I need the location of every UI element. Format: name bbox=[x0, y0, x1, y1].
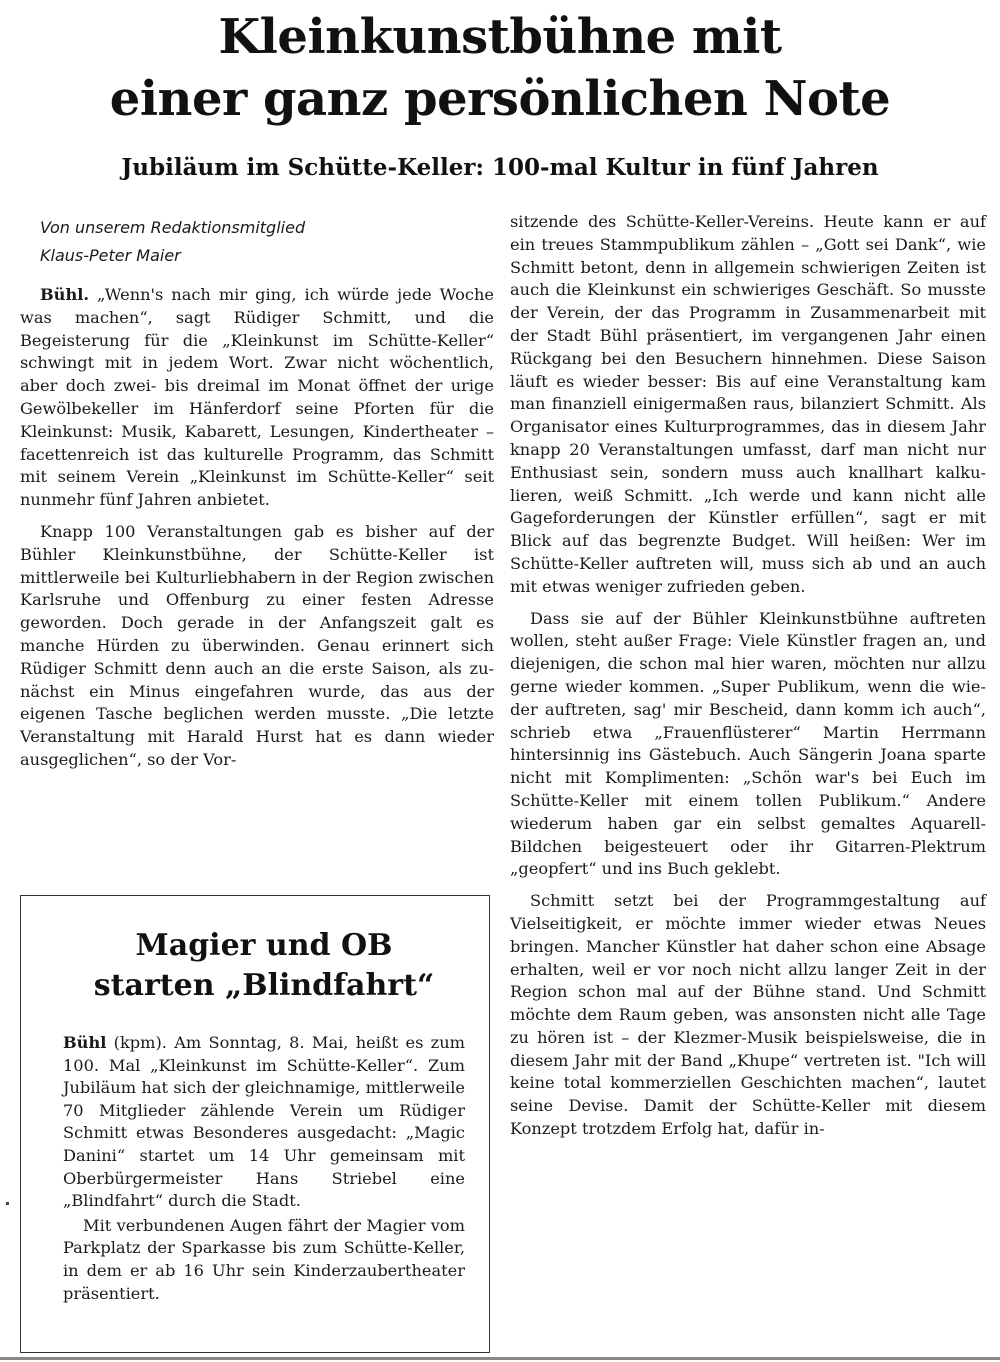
headline-line-2: einer ganz persönlichen Note bbox=[109, 71, 891, 127]
sidebar-dateline: Bühl bbox=[63, 1033, 107, 1052]
bottom-rule bbox=[0, 1357, 1000, 1360]
headline-line-1: Kleinkunstbühne mit bbox=[218, 9, 782, 65]
headline bbox=[0, 6, 1000, 130]
sidebar-paragraph bbox=[63, 1032, 465, 1213]
sidebar-paragraph: Mit verbundenen Augen fährt der Magier vom Parkplatz der Sparkasse bis zum Schütte-Keller, in dem er ab 16 Uhr sein Kinderzaubertheater präsentiert. bbox=[63, 1215, 465, 1303]
article-paragraph bbox=[20, 284, 494, 512]
sidebar-title bbox=[63, 926, 465, 1006]
byline bbox=[40, 214, 490, 270]
sidebar-title-line-1: Magier und OB bbox=[135, 928, 393, 963]
paragraph-text: „Wenn's nach mir ging, ich würde jede Woche was machen“, sagt Rüdiger Schmitt, und die Begeisterung für die „Kleinkunst im Schütte-Keller“ schwingt mit in jedem Wort. Zwar nicht wöchentlich, aber doch zwei- bis dreimal im Monat öffnet der urige Gewölbekeller im Hänferdorf seine Pforten für die Kleinkunst: Musik, Kabarett, Lesungen, Kindertheater – facettenreich ist das kulturelle Programm, das Schmitt mit seinem Verein „Kleinkunst im Schütte-Keller“ seit nunmehr fünf Jahren anbietet. bbox=[20, 285, 494, 510]
byline-author: Klaus-Peter Maier bbox=[40, 246, 181, 265]
sidebar-box bbox=[20, 895, 490, 1353]
article-paragraph: Schmitt setzt bei der Programmgestaltung auf Vielseitigkeit, er möchte immer wieder etwas Neues bringen. Mancher Künstler hat daher schon eine Absage erhalten, weil er vor noch nicht allzu langer Zeit in der Region schon mal auf der Bühne stand. Und Schmitt möchte dem Raum geben, was ansonsten nicht alle Tage zu hören ist – der Klezmer-Musik beispielsweise, die in diesem Jahr mit der Band „Khupe“ vertreten ist. "Ich will keine total kommerziellen Geschichten machen“, lautet seine Devise. Damit der Schütte-Keller mit diesem Konzept trotzdem Erfolg hat, dafür in- bbox=[510, 891, 986, 1139]
dateline: Bühl. bbox=[40, 285, 90, 304]
sidebar-title-line-2: starten „Blindfahrt“ bbox=[93, 968, 435, 1003]
sidebar-paragraph-text: (kpm). Am Sonntag, 8. Mai, heißt es zum 100. Mal „Kleinkunst im Schütte-Keller“. Zum Jubiläum hat sich der gleichnamige, mittlerweile 70 Mitglieder zählende Verein um Rüdiger Schmitt etwas Besonderes ausgedacht: „Magic Danini“ startet um 14 Uhr gemeinsam mit Oberbürgermeister Hans Striebel eine „Blindfahrt“ durch die Stadt. bbox=[63, 1033, 465, 1211]
byline-line-1: Von unserem Redaktionsmitglied bbox=[40, 218, 306, 237]
sidebar-body bbox=[63, 1032, 465, 1305]
article-paragraph: Knapp 100 Veranstaltungen gab es bisher auf der Bühler Kleinkunstbühne, der Schütte-Keller ist mittlerweile bei Kulturliebhabern in der Region zwischen Karlsruhe und Offenburg zu einer festen Adresse geworden. Doch gerade in der Anfangszeit galt es manche Hürden zu überwinden. Genau erinnert sich Rüdiger Schmitt denn auch an die erste Saison, als zunächst ein Minus eingefahren wurde, das aus der eigenen Tasche beglichen werden musste. „Die letzte Veranstaltung mit Harald Hurst hat es dann wieder ausgeglichen“, so der Vor- bbox=[20, 521, 494, 769]
article-column-right bbox=[510, 211, 986, 1150]
article-paragraph: sitzende des Schütte-Keller-Vereins. Heute kann er auf ein treues Stammpublikum zählen – „Gott sei Dank“, wie Schmitt betont, denn in allgemein schwierigen Zeiten ist auch die Kleinkunst ein schwieriges Geschäft. So musste der Verein, der das Programm in Zusammenarbeit mit der Stadt Bühl präsentiert, im vergangenen Jahr einen Rückgang bei den Besuchern hinnehmen. Diese Saison läuft es wieder besser: Bis auf eine Veranstaltung kam man finanziell einigermaßen raus, bilanziert Schmitt. Als Organisator eines Kulturprogrammes, das in diesem Jahr knapp 20 Veranstaltungen umfasst, darf man nicht nur Enthusiast sein, sondern muss auch knallhart kalkulieren, weiß Schmitt. „Ich werde und kann nicht alle Gageforderungen der Künstler erfüllen“, sagt er mit Blick auf das begrenzte Budget. Will heißen: Wer im Schütte-Keller auftreten will, muss sich ab und an auch mit etwas weniger zufrieden geben. bbox=[510, 212, 986, 596]
article-paragraph: Dass sie auf der Bühler Kleinkunstbühne auftreten wollen, steht außer Frage: Viele Künstler fragen an, und diejenigen, die schon mal hier waren, möchten nur allzu gerne wieder kommen. „Super Publikum, wenn die wieder auftreten, sag' mir Bescheid, dann komm ich auch“, schrieb etwa „Frauenflüsterer“ Martin Herrmann hintersinnig ins Gästebuch. Auch Sängerin Joana sparte nicht mit Komplimenten: „Schön war's bei Euch im Schütte-Keller mit einem tollen Publikum.“ Andere wiederum haben gar ein selbst gemaltes Aquarell-Bildchen beigesteuert oder ihr Gitarren-Plektrum „geopfert“ und ins Buch geklebt. bbox=[510, 608, 986, 879]
print-speck bbox=[6, 1202, 9, 1205]
subheadline: Jubiläum im Schütte-Keller: 100-mal Kultur in fünf Jahren bbox=[121, 154, 879, 181]
article-column-left bbox=[20, 284, 494, 781]
